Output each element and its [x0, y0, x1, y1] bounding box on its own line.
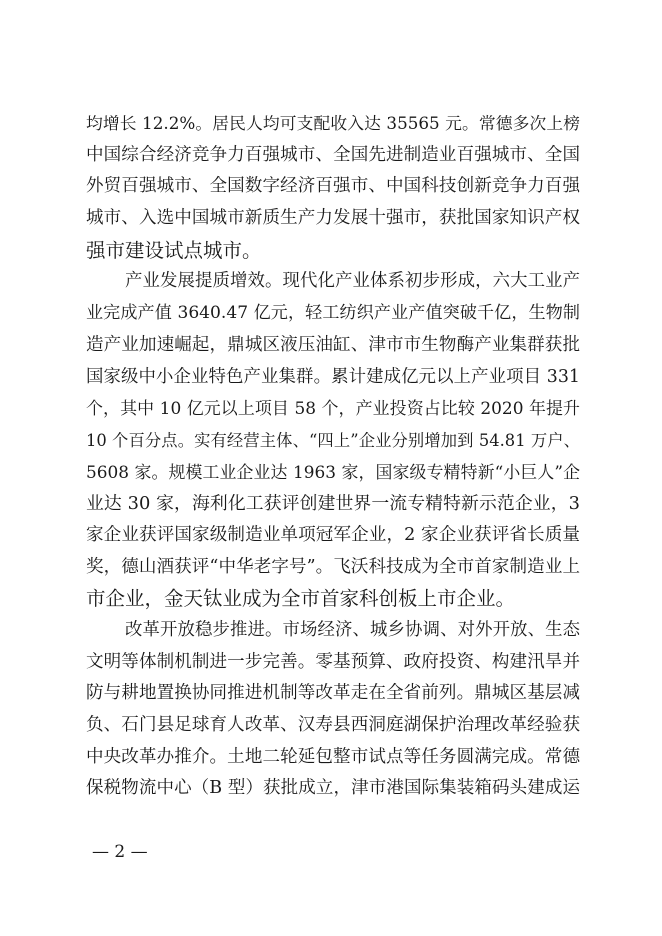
text-line: 业达 30 家，海利化工获评创建世界一流专精特新示范企业，3 [86, 493, 580, 515]
paragraph-start-line: 改革开放稳步推进。市场经济、城乡协调、对外开放、生态 [125, 620, 580, 640]
text-line: 业完成产值 3640.47 亿元，轻工纺织产业产值突破千亿，生物制 [86, 303, 580, 324]
text-line: 保税物流中心（B 型）获批成立，津市港国际集装箱码头建成运 [86, 778, 580, 799]
page-number: — 2 — [92, 842, 148, 862]
text-line: 中央改革办推介。土地二轮延包整市试点等任务圆满完成。常德 [86, 746, 580, 767]
text-line: 个，其中 10 亿元以上项目 58 个，产业投资占比较 2020 年提升 [86, 398, 580, 419]
text-line: 国家级中小企业特色产业集群。累计建成亿元以上产业项目 331 [86, 366, 580, 387]
text-line: 5608 家。规模工业企业达 1963 家，国家级专精特新“小巨人”企 [86, 461, 580, 482]
body-text [86, 108, 580, 805]
text-line: 防与耕地置换协同推进机制等改革走在全省前列。鼎城区基层减 [86, 683, 580, 704]
text-line: 文明等体制机制进一步完善。零基预算、政府投资、构建汛旱并 [86, 651, 580, 672]
text-line: 负、石门县足球育人改革、汉寿县西洞庭湖保护治理改革经验获 [86, 715, 580, 736]
text-line: 强市建设试点城市。 [86, 238, 262, 262]
paragraph-start-line: 产业发展提质增效。现代化产业体系初步形成，六大工业产 [125, 271, 580, 292]
text-line: 奖，德山酒获评“中华老字号”。飞沃科技成为全市首家制造业上 [86, 556, 580, 577]
text-line: 外贸百强城市、全国数字经济百强市、中国科技创新竞争力百强 [86, 176, 580, 197]
text-line: 城市、入选中国城市新质生产力发展十强市，获批国家知识产权 [86, 208, 580, 229]
text-line: 中国综合经济竞争力百强城市、全国先进制造业百强城市、全国 [86, 144, 580, 165]
text-line: 市企业，金天钛业成为全市首家科创板上市企业。 [86, 587, 516, 611]
text-line: 均增长 12.2%。居民人均可支配收入达 35565 元。常德多次上榜 [86, 113, 580, 133]
text-line: 10 个百分点。实有经营主体、“四上”企业分别增加到 54.81 万户、 [86, 430, 580, 450]
text-line: 造产业加速崛起，鼎城区液压油缸、津市市生物酶产业集群获批 [86, 334, 580, 355]
text-line: 家企业获评国家级制造业单项冠军企业，2 家企业获评省长质量 [86, 524, 580, 545]
